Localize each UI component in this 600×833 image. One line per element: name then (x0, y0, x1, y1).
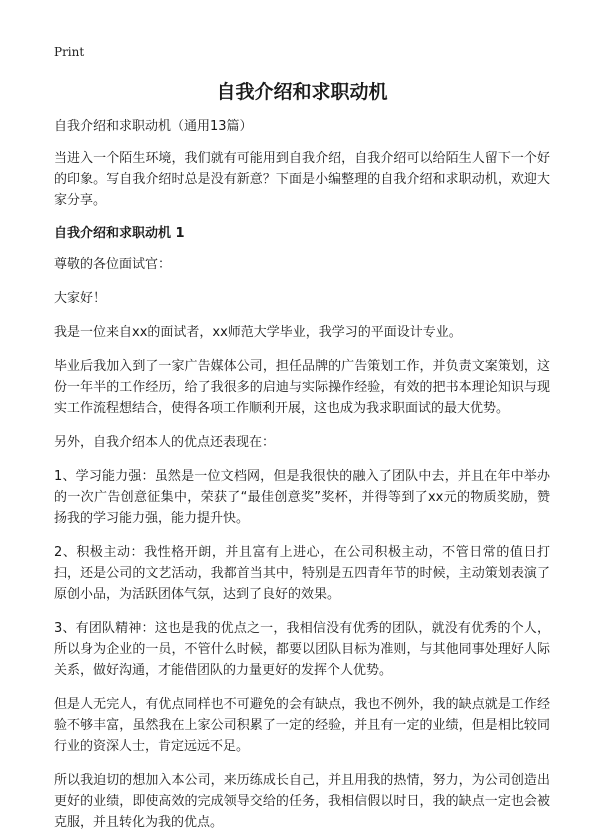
body-paragraph: 2、积极主动：我性格开朗，并且富有上进心，在公司积极主动，不管日常的值日打扫，还是公司的文艺活动，我都首当其中，特别是五四青年节的时候，主动策划表演了原创小品，为活跃团体气氛，达到了良好的效果。 (54, 545, 550, 602)
section-heading: 自我介绍和求职动机 1 (54, 226, 185, 241)
document-title: 自我介绍和求职动机 (216, 81, 388, 103)
document-subtitle: 自我介绍和求职动机（通用13篇） (54, 119, 253, 134)
body-paragraph: 毕业后我加入到了一家广告媒体公司，担任品牌的广告策划工作，并负责文案策划，这份一年半的工作经历，给了我很多的启迪与实际操作经验，有效的把书本理论知识与现实工作流程想结合，使得各项工作顺利开展，这也成为我求职面试的最大优势。 (54, 359, 550, 416)
body-paragraph: 另外，自我介绍本人的优点还表现在： (54, 435, 276, 450)
greeting: 大家好！ (54, 291, 107, 306)
body-paragraph: 我是一位来自xx的面试者，xx师范大学毕业，我学习的平面设计专业。 (54, 325, 462, 340)
body-paragraph: 3、有团队精神：这也是我的优点之一，我相信没有优秀的团队，就没有优秀的个人，所以身为企业的一员，不管什么时候，都要以团队目标为准则，与其他同事处理好人际关系，做好沟通，才能借团队的力量更好的发挥个人优势。 (54, 621, 550, 678)
body-paragraph: 1、学习能力强：虽然是一位文档网，但是我很快的融入了团队中去，并且在年中举办的一次广告创意征集中，荣获了“最佳创意奖”奖杯，并得等到了xx元的物质奖励，赞扬我的学习能力强，能力提升快。 (54, 469, 550, 526)
body-paragraph: 但是人无完人，有优点同样也不可避免的会有缺点，我也不例外，我的缺点就是工作经验不够丰富，虽然我在上家公司积累了一定的经验，并且有一定的业绩，但是相比较同行业的资深人士，肯定远远不足。 (54, 697, 550, 754)
print-label: Print (54, 45, 85, 59)
intro-paragraph: 当进入一个陌生环境，我们就有可能用到自我介绍，自我介绍可以给陌生人留下一个好的印象。写自我介绍时总是没有新意？下面是小编整理的自我介绍和求职动机，欢迎大家分享。 (54, 151, 550, 208)
salutation: 尊敬的各位面试官： (54, 257, 172, 272)
body-paragraph: 所以我迫切的想加入本公司，来历练成长自己，并且用我的热情，努力，为公司创造出更好的业绩，即使高效的完成领导交给的任务，我相信假以时日，我的缺点一定也会被克服，并且转化为我的优点。 (54, 773, 550, 830)
